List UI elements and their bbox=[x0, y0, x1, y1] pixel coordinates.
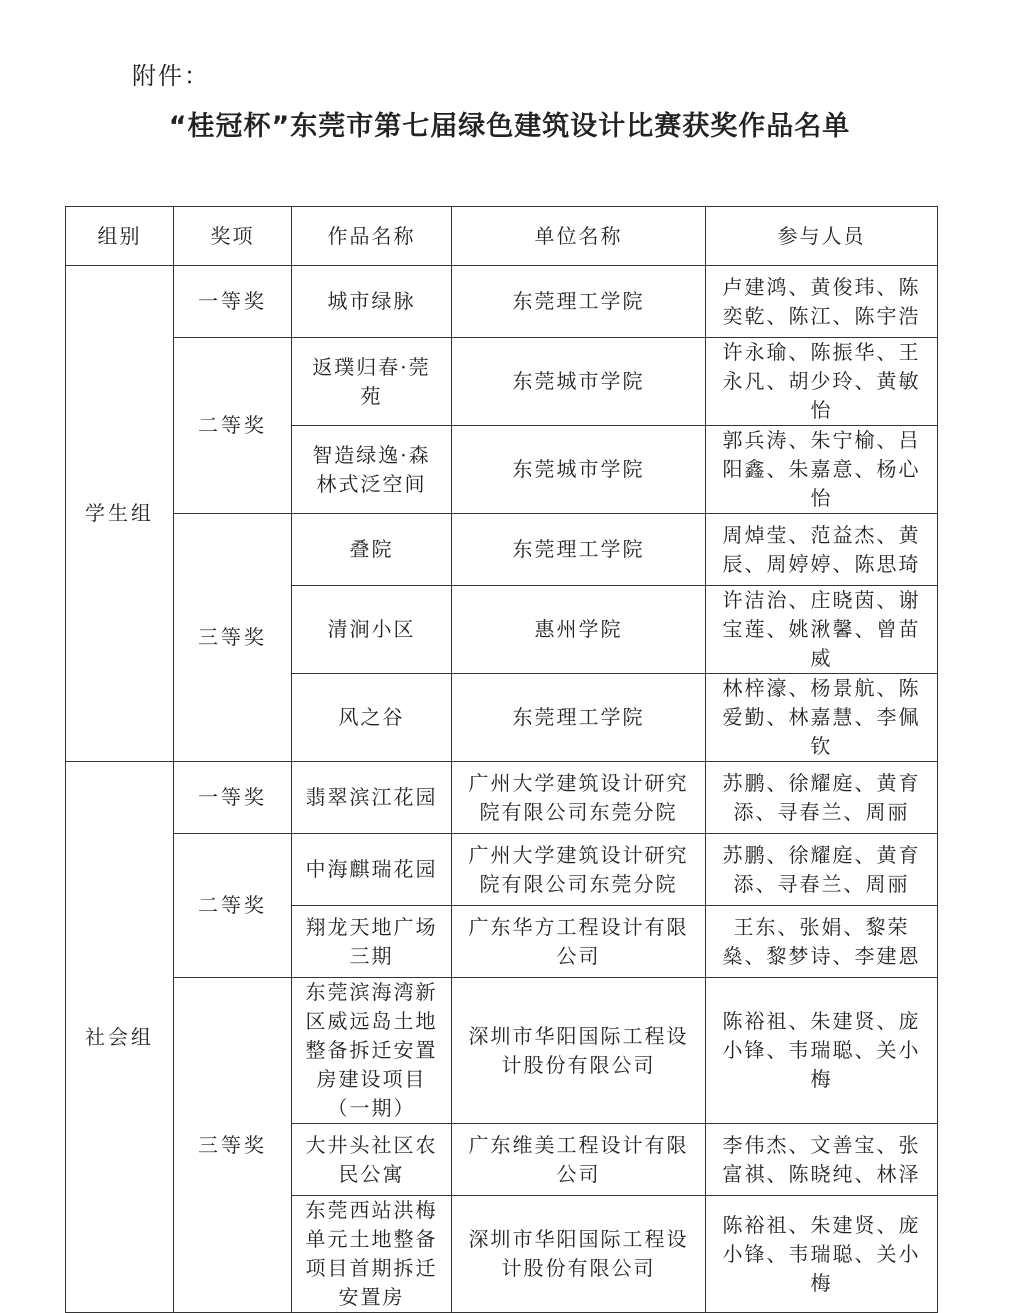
table-header-row bbox=[66, 207, 938, 266]
members-cell: 王东、张娟、黎荣燊、黎梦诗、李建恩 bbox=[706, 906, 938, 978]
header-members: 参与人员 bbox=[706, 207, 938, 266]
work-cell: 翔龙天地广场三期 bbox=[292, 906, 452, 978]
unit-cell: 惠州学院 bbox=[452, 586, 706, 674]
members-cell: 苏鹏、徐耀庭、黄育添、寻春兰、周丽 bbox=[706, 762, 938, 834]
unit-cell: 东莞理工学院 bbox=[452, 674, 706, 762]
members-cell: 卢建鸿、黄俊玮、陈奕乾、陈江、陈宇浩 bbox=[706, 266, 938, 338]
table-row bbox=[66, 266, 938, 338]
members-cell: 陈裕祖、朱建贤、庞小锋、韦瑞聪、关小梅 bbox=[706, 978, 938, 1124]
attachment-label: 附件： bbox=[132, 62, 210, 90]
unit-cell: 广州大学建筑设计研究院有限公司东莞分院 bbox=[452, 834, 706, 906]
members-cell: 陈裕祖、朱建贤、庞小锋、韦瑞聪、关小梅 bbox=[706, 1196, 938, 1313]
work-cell: 城市绿脉 bbox=[292, 266, 452, 338]
unit-cell: 深圳市华阳国际工程设计股份有限公司 bbox=[452, 978, 706, 1124]
document-title: “桂冠杯”东莞市第七届绿色建筑设计比赛获奖作品名单 bbox=[168, 111, 851, 142]
header-work-name: 作品名称 bbox=[292, 207, 452, 266]
award-table bbox=[65, 206, 938, 1313]
unit-cell: 广东华方工程设计有限公司 bbox=[452, 906, 706, 978]
group-cell-society: 社会组 bbox=[66, 762, 174, 1313]
unit-cell: 东莞城市学院 bbox=[452, 426, 706, 514]
unit-cell: 广东维美工程设计有限公司 bbox=[452, 1124, 706, 1196]
work-cell: 东莞西站洪梅单元土地整备项目首期拆迁安置房 bbox=[292, 1196, 452, 1313]
table-row bbox=[66, 338, 938, 426]
work-cell: 返璞归春·莞苑 bbox=[292, 338, 452, 426]
members-cell: 许洁治、庄晓茵、谢宝莲、姚湫馨、曾苗威 bbox=[706, 586, 938, 674]
work-cell: 大井头社区农民公寓 bbox=[292, 1124, 452, 1196]
unit-cell: 东莞理工学院 bbox=[452, 514, 706, 586]
award-cell: 三等奖 bbox=[174, 978, 292, 1313]
header-award: 奖项 bbox=[174, 207, 292, 266]
work-cell: 智造绿逸·森林式泛空间 bbox=[292, 426, 452, 514]
table-row bbox=[66, 834, 938, 906]
header-group: 组别 bbox=[66, 207, 174, 266]
award-cell: 二等奖 bbox=[174, 338, 292, 514]
members-cell: 周焯莹、范益杰、黄辰、周婷婷、陈思琦 bbox=[706, 514, 938, 586]
award-cell: 三等奖 bbox=[174, 514, 292, 762]
award-cell: 一等奖 bbox=[174, 266, 292, 338]
work-cell: 翡翠滨江花园 bbox=[292, 762, 452, 834]
work-cell: 清涧小区 bbox=[292, 586, 452, 674]
unit-cell: 深圳市华阳国际工程设计股份有限公司 bbox=[452, 1196, 706, 1313]
members-cell: 郭兵涛、朱宁榆、吕阳鑫、朱嘉意、杨心怡 bbox=[706, 426, 938, 514]
members-cell: 许永瑜、陈振华、王永凡、胡少玲、黄敏怡 bbox=[706, 338, 938, 426]
table-row bbox=[66, 978, 938, 1124]
table-row bbox=[66, 514, 938, 586]
members-cell: 李伟杰、文善宝、张富祺、陈晓纯、林泽 bbox=[706, 1124, 938, 1196]
header-unit-name: 单位名称 bbox=[452, 207, 706, 266]
work-cell: 风之谷 bbox=[292, 674, 452, 762]
work-cell: 叠院 bbox=[292, 514, 452, 586]
table-row bbox=[66, 762, 938, 834]
members-cell: 苏鹏、徐耀庭、黄育添、寻春兰、周丽 bbox=[706, 834, 938, 906]
award-cell: 二等奖 bbox=[174, 834, 292, 978]
members-cell: 林梓濠、杨景航、陈爱勤、林嘉慧、李佩钦 bbox=[706, 674, 938, 762]
award-cell: 一等奖 bbox=[174, 762, 292, 834]
group-cell-student: 学生组 bbox=[66, 266, 174, 762]
unit-cell: 广州大学建筑设计研究院有限公司东莞分院 bbox=[452, 762, 706, 834]
work-cell: 东莞滨海湾新区威远岛土地整备拆迁安置房建设项目（一期） bbox=[292, 978, 452, 1124]
unit-cell: 东莞理工学院 bbox=[452, 266, 706, 338]
unit-cell: 东莞城市学院 bbox=[452, 338, 706, 426]
work-cell: 中海麒瑞花园 bbox=[292, 834, 452, 906]
